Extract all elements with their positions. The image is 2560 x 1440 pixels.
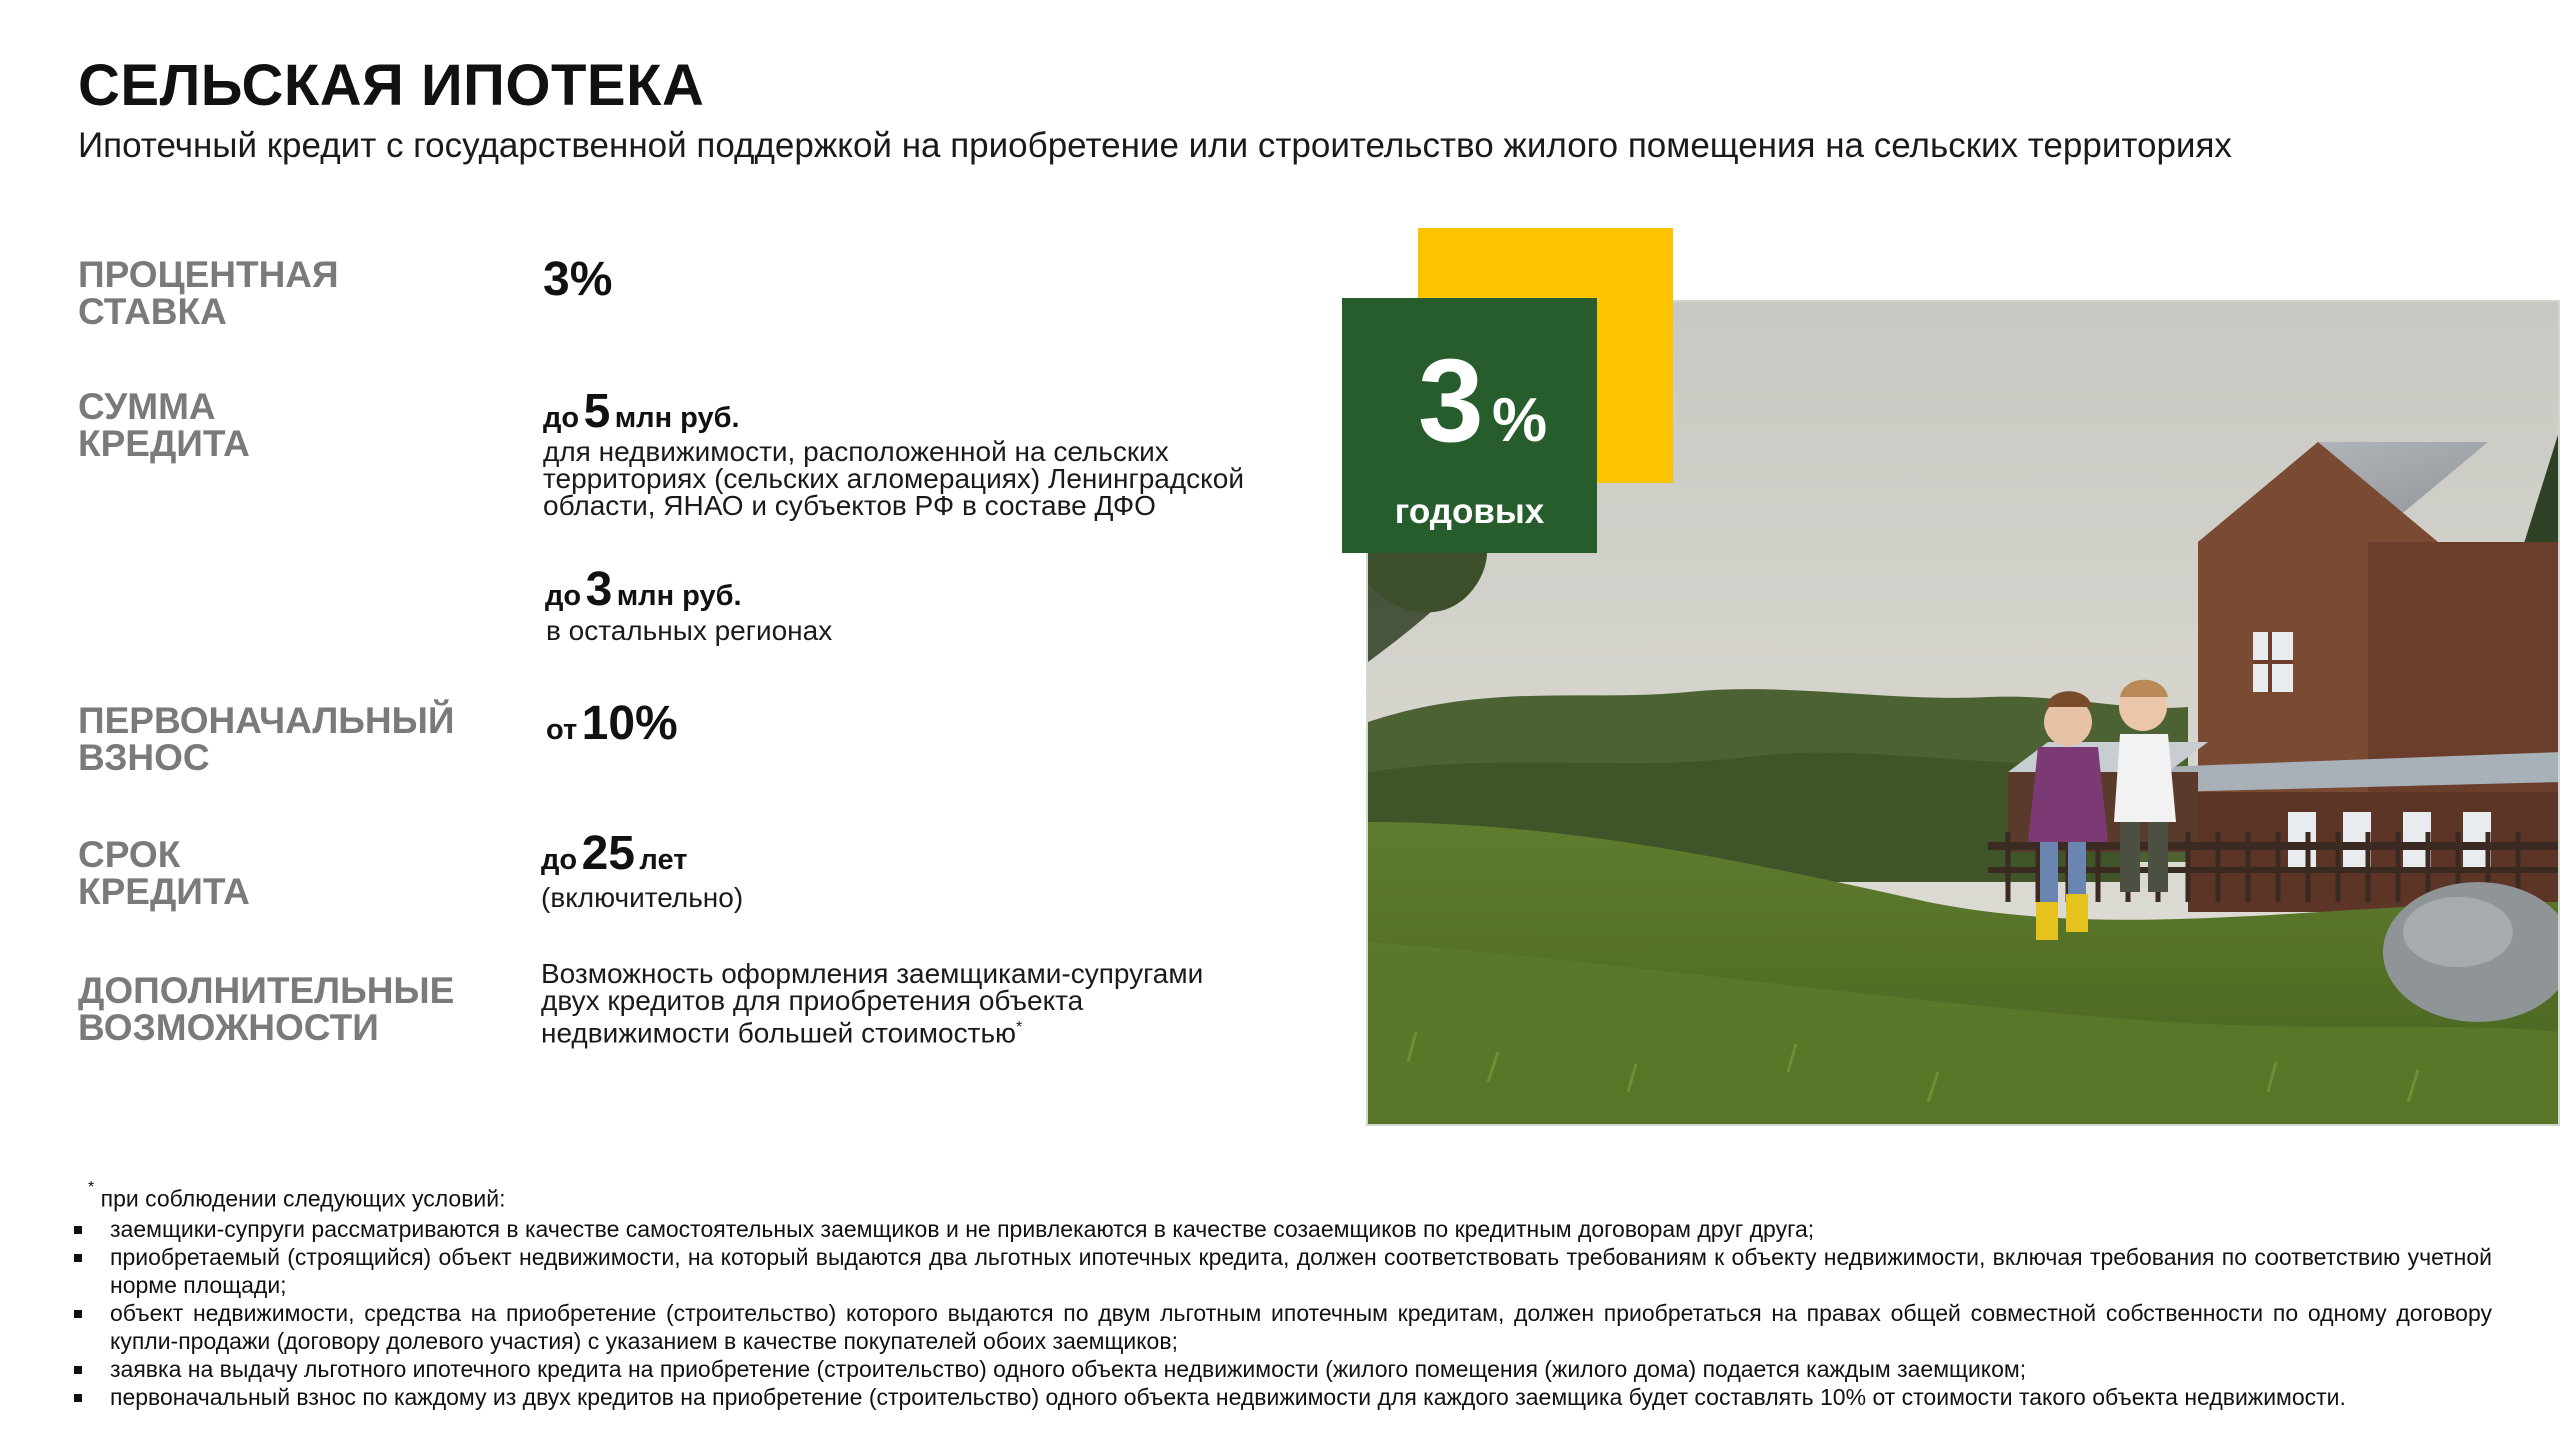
down-payment-prefix: от xyxy=(546,714,578,746)
footnote-item: заявка на выдачу льготного ипотечного кредита на приобретение (строительство) одного объекта недвижимости (жилого помещения (жилого дома) подается каждым заемщиком; xyxy=(72,1355,2492,1383)
rate-label-line2: СТАВКА xyxy=(78,291,227,332)
loan-amount-label xyxy=(78,388,250,462)
loan-amount-label-line2: КРЕДИТА xyxy=(78,423,250,464)
down-payment-label xyxy=(78,702,454,776)
extra-label-line1: ДОПОЛНИТЕЛЬНЫЕ xyxy=(78,970,455,1011)
page-title: СЕЛЬСКАЯ ИПОТЕКА xyxy=(78,53,705,118)
loan-option-1-unit: млн руб. xyxy=(614,402,740,434)
loan-option-1-value: 5 xyxy=(583,385,611,438)
rate-badge-number: 3 xyxy=(1418,335,1484,467)
page-subtitle: Ипотечный кредит с государственной поддержкой на приобретение или строительство жилого помещения на сельских территориях xyxy=(78,126,2232,165)
footnote-item: объект недвижимости, средства на приобретение (строительство) которого выдаются по двум льготным ипотечным кредитам, должен приобретаться на правах общей совместной собственности по одному договору купли-продажи (договору долевого участия) с указанием в качестве покупателей обоих заемщиков; xyxy=(72,1299,2492,1355)
footnote-item: приобретаемый (строящийся) объект недвижимости, на который выдаются два льготных ипотечных кредита, должен соответствовать требованиям к объекту недвижимости, включая требования по соответствию учетной норме площади; xyxy=(72,1243,2492,1299)
rate-badge-percent: % xyxy=(1492,386,1548,455)
loan-option-1-amount xyxy=(543,384,740,439)
footnotes-intro xyxy=(88,1180,2492,1213)
extra-description xyxy=(541,958,1204,1049)
loan-option-2-description: в остальных регионах xyxy=(546,615,833,646)
term-label-line2: КРЕДИТА xyxy=(78,871,250,912)
extra-label xyxy=(78,972,454,1046)
term-amount: 25 xyxy=(581,827,635,880)
extra-line2: двух кредитов для приобретения объекта xyxy=(541,985,1084,1016)
extra-line3-text: недвижимости большей стоимостью xyxy=(541,1017,1017,1049)
loan-option-1-desc-line3: области, ЯНАО и субъектов РФ в составе ДФО xyxy=(543,490,1156,521)
down-payment-amount: 10% xyxy=(581,697,678,750)
rate-label-line1: ПРОЦЕНТНАЯ xyxy=(78,254,339,295)
loan-option-2-prefix: до xyxy=(545,580,582,612)
rate-value: 3% xyxy=(543,253,613,306)
term-note: (включительно) xyxy=(541,882,744,913)
loan-option-1-desc-line2: территориях (сельских агломерациях) Ленинградской xyxy=(543,463,1244,494)
rate-badge-word: годовых xyxy=(1394,492,1545,531)
down-payment-label-line1: ПЕРВОНАЧАЛЬНЫЙ xyxy=(78,700,455,741)
extra-line1: Возможность оформления заемщиками-супругами xyxy=(541,958,1204,989)
term-unit: лет xyxy=(639,844,688,876)
down-payment-label-line2: ВЗНОС xyxy=(78,737,210,778)
loan-option-2-value: 3 xyxy=(585,563,613,616)
loan-option-1-prefix: до xyxy=(543,402,580,434)
loan-option-1-description xyxy=(543,438,1244,519)
term-label xyxy=(78,836,250,910)
term-label-line1: СРОК xyxy=(78,834,181,875)
down-payment-value xyxy=(546,696,678,751)
loan-option-1-desc-line1: для недвижимости, расположенной на сельских xyxy=(543,436,1169,467)
term-prefix: до xyxy=(541,844,578,876)
footnotes-mark: * xyxy=(88,1179,95,1196)
footnotes xyxy=(72,1180,2492,1411)
loan-amount-label-line1: СУММА xyxy=(78,386,216,427)
footnote-item: заемщики-супруги рассматриваются в качестве самостоятельных заемщиков и не привлекаются в качестве созаемщиков по кредитным договорам друг друга; xyxy=(72,1215,2492,1243)
rate-badge xyxy=(1342,298,1597,553)
footnote-item: первоначальный взнос по каждому из двух кредитов на приобретение (строительство) одного объекта недвижимости для каждого заемщика будет составлять 10% от стоимости такого объекта недвижимости. xyxy=(72,1383,2492,1411)
extra-line3 xyxy=(541,1014,1203,1049)
rate-label xyxy=(78,256,339,330)
footnotes-intro-text: при соблюдении следующих условий: xyxy=(100,1185,506,1212)
footnotes-list xyxy=(72,1215,2492,1411)
term-value xyxy=(541,826,687,881)
loan-option-2-amount xyxy=(545,562,742,617)
loan-option-2-unit: млн руб. xyxy=(616,580,742,612)
footnote-mark: * xyxy=(1016,1019,1023,1036)
extra-label-line2: ВОЗМОЖНОСТИ xyxy=(78,1007,379,1048)
